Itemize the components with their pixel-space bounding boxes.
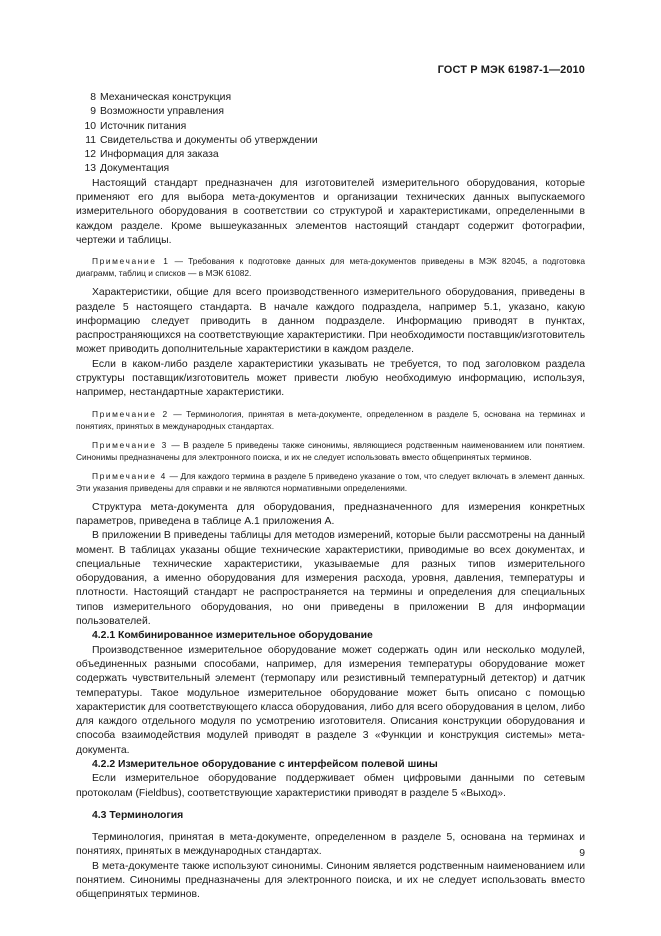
paragraph: Производственное измерительное оборудование может содержать один или несколько модулей, объединенных разными способами, например, для измерения температуры оборудование может содержать чувствительный элемент (термопару или резистивный температурный детектор) и датчик температуры. Такое модульное измерительное оборудование может быть описано с помощью характеристик для соответствующего класса оборудования, либо для всего оборудования в целом, либо для каждого отдельного модуля по усмотрению изготовителя. Описания конструкции оборудования и способа взаимодействия модулей приводят в разделе 3 «Функции и конструкция системы» мета-документа. [76, 644, 585, 756]
paragraph: В приложении В приведены таблицы для методов измерений, которые были рассмотрены на данный момент. В таблицах указаны общие технические характеристики, приводимые во всех документах, и специальные технические характеристики, указываемые для разных типов измерительного оборудования, а именно оборудования для измерения расхода, уровня, давления, температуры и плотности. Настоящий стандарт не распространяется на термины и определения для специальных типов измерительного оборудования, но они приведены в приложении В для информации пользователей. [76, 530, 585, 628]
note-4 [76, 470, 585, 494]
note-2 [76, 408, 585, 432]
list-item-text: Возможности управления [100, 106, 224, 118]
note-1 [76, 255, 585, 279]
list-item [76, 134, 585, 148]
list-item-number: 12 [84, 149, 96, 161]
list-item [76, 105, 585, 119]
note-text: — Для каждого термина в разделе 5 приведено указание о том, что следует включать в элемент данных. Эти указания приведены для справки и не являются нормативными определениями. [76, 470, 585, 493]
paragraph: Настоящий стандарт предназначен для изготовителей измерительного оборудования, которые применяют его для выбора мета-документов и организации технических данных выпускаемого измерительного оборудования в соответствии со структурой и характеристиками, определенными в каждом разделе. Кроме вышеуказанных элементов настоящий стандарт содержит фотографии, чертежи и таблицы. [76, 177, 585, 246]
list-item [76, 120, 585, 134]
list-item-text: Механическая конструкция [100, 92, 232, 103]
list-item-number: 13 [84, 163, 96, 175]
paragraph: Терминология, принятая в мета-документе, определенном в разделе 5, основана на терминах и понятиях, принятых в международных стандартах. [76, 832, 585, 858]
document-id-header: ГОСТ Р МЭК 61987-1—2010 [437, 64, 585, 76]
list-item [76, 148, 585, 162]
subsection-heading-4-2-2: 4.2.2 Измерительное оборудование с интерфейсом полевой шины [92, 758, 438, 770]
list-item-text: Документация [100, 163, 170, 175]
note-text: — Требования к подготовке данных для мета-документов приведены в МЭК 82045, а подготовка диаграмм, таблиц и списков — в МЭК 61082. [76, 256, 585, 279]
list-item-number: 11 [85, 134, 96, 146]
note-label: Примечание 1 [92, 256, 170, 267]
list-item [76, 162, 585, 176]
paragraph: Если измерительное оборудование поддерживает обмен цифровыми данными по сетевым протоколам (Fieldbus), соответствующие характеристики приводят в разделе 5 «Выход». [76, 773, 585, 799]
list-item-text: Информация для заказа [100, 149, 219, 161]
note-text: — Терминология, принятая в мета-документе, определенном в разделе 5, основана на терминах и понятиях, принятых в международных стандартах. [76, 408, 585, 431]
list-item-number: 10 [84, 120, 96, 132]
list-item-number: 9 [90, 106, 96, 118]
list-item-text: Источник питания [100, 120, 187, 132]
paragraph: Структура мета-документа для оборудования, предназначенного для измерения конкретных параметров, приведена в таблице А.1 приложения А. [76, 501, 585, 527]
note-label: Примечание 3 [92, 439, 168, 450]
page-number: 9 [579, 848, 585, 859]
paragraph: Характеристики, общие для всего производственного измерительного оборудования, приведены в разделе 5 настоящего стандарта. В начале каждого подраздела, например 5.1, указано, какую информацию следует приводить в данном подразделе. Информацию приводят в пунктах, распространяющихся на соответствующие характеристики. При необходимости поставщик/изготовитель может приводить дополнительные характеристики в каждом разделе. [76, 287, 585, 356]
note-label: Примечание 4 [92, 470, 167, 481]
list-item-text: Свидетельства и документы об утверждении [100, 134, 318, 146]
list-item [76, 91, 585, 105]
subsection-heading-4-2-1: 4.2.1 Комбинированное измерительное оборудование [92, 630, 373, 642]
paragraph: В мета-документе также используют синонимы. Синоним является родственным наименованием или понятием. Синонимы предназначены для электронного поиска, и их не следует использовать вместо общепринятых терминов. [76, 860, 585, 901]
page-body [76, 91, 585, 903]
paragraph: Если в каком-либо разделе характеристики указывать не требуется, то под заголовком раздела структуры поставщик/изготовитель может привести любую необходимую информацию, используя, например, нестандартные характеристики. [76, 358, 585, 399]
list-item-number: 8 [90, 92, 96, 103]
note-text: — В разделе 5 приведены также синонимы, являющиеся родственным наименованием или понятием. Синонимы предназначены для электронного поиска, и их не следует использовать вместо общепринятых терминов. [76, 439, 585, 462]
section-list [76, 91, 585, 177]
note-label: Примечание 2 [92, 408, 169, 419]
note-3 [76, 439, 585, 463]
section-heading-4-3: 4.3 Терминология [92, 809, 184, 821]
